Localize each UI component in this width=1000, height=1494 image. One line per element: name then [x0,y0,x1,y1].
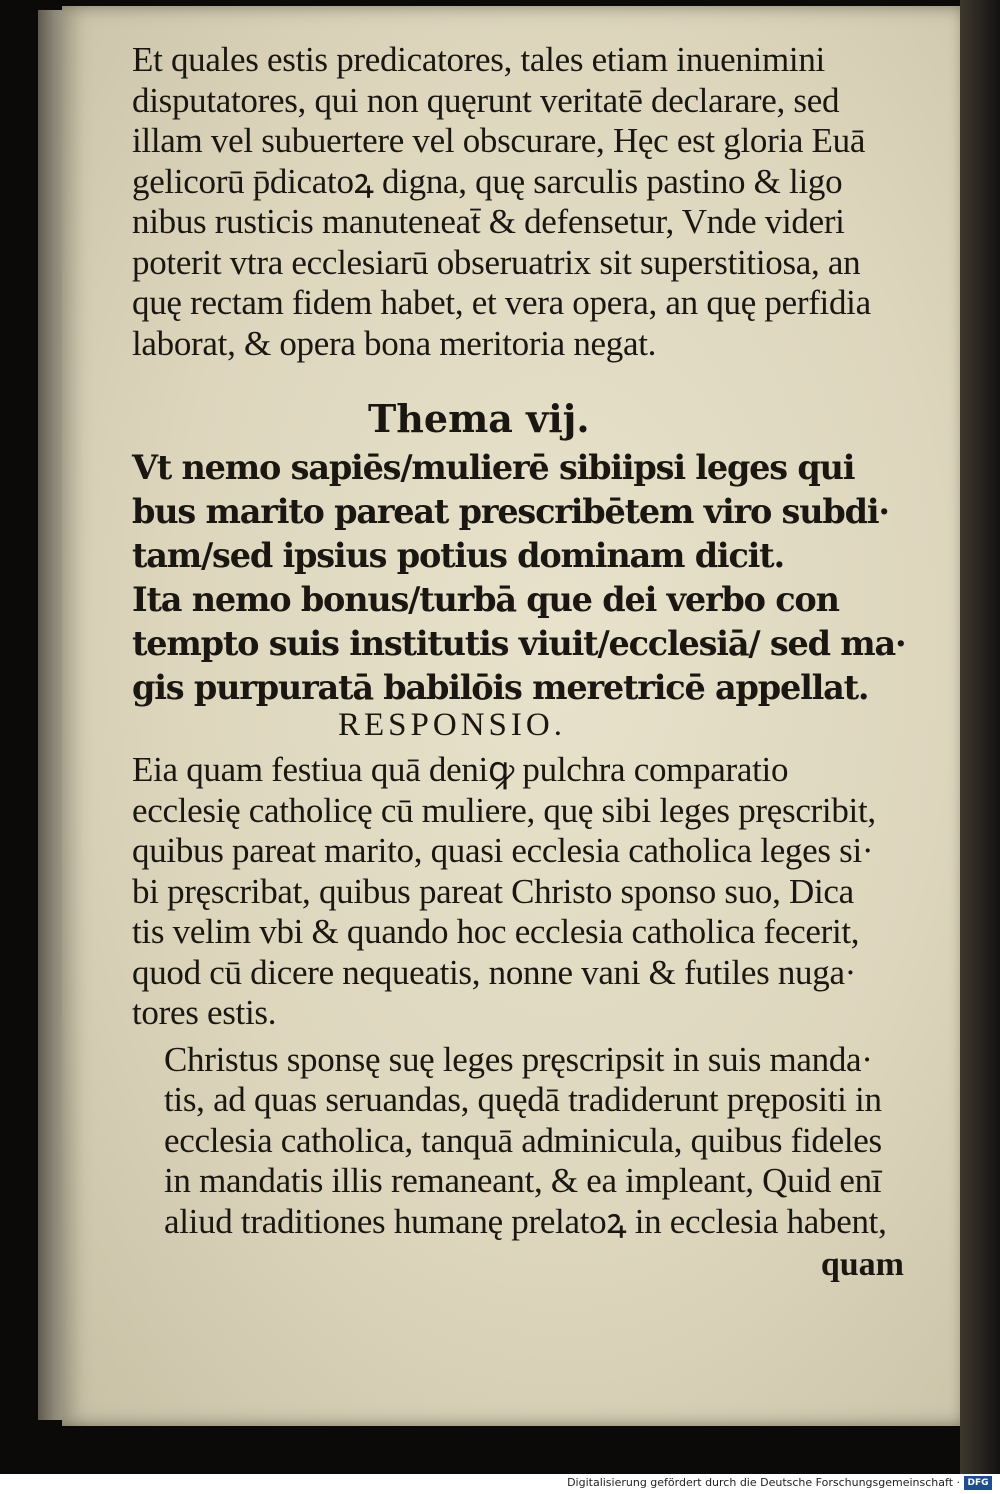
paragraph-1 [132,40,932,364]
text-line: tis, ad quas seruandas, quędā tradiderunt prępositi in [164,1080,882,1119]
text-line: tores estis. [132,993,277,1032]
thema-heading: Thema vij. [368,396,590,441]
text-line: poterit vtra ecclesiarū obseruatrix sit superstitiosa, an [132,242,861,282]
text-line: Eia quam festiua quā deniꝙ pulchra comparatio [132,750,789,789]
responsio-heading: RESPONSIO. [338,707,566,743]
text-line: in mandatis illis remaneant, & ea impleant, Quid enī [164,1161,882,1200]
text-line: ecclesię catholicę cū muliere, quę sibi leges pręscribit, [132,790,876,830]
text-line: quod cū dicere nequeatis, nonne vani & futiles nuga· [132,952,857,992]
gothic-line: gis purpuratā babilōis meretricē appellat. [132,668,869,707]
text-line: Et quales estis predicatores, tales etiam inuenimini [132,40,825,79]
page-text-block [132,40,932,1284]
text-line: quibus pareat marito, quasi ecclesia catholica leges si· [132,831,874,870]
gothic-line: bus marito pareat prescribētem viro subdi· [132,492,889,531]
text-line: ecclesia catholica, tanquā adminicula, quibus fideles [164,1120,882,1160]
text-line: gelicorū p̄dicatoꝝ digna, quę sarculis pastino & ligo [132,161,843,201]
text-line: disputatores, qui non quęrunt veritatē declarare, sed [132,80,840,120]
thema-paragraph-2 [132,578,932,710]
gothic-line: Ita nemo bonus/turbā que dei verbo con [132,580,839,619]
text-line: aliud traditiones humanę prelatoꝝ in ecclesia habent, [164,1201,887,1241]
paragraph-4 [132,1040,932,1243]
book-gutter-shadow [960,0,1000,1474]
text-line: quę rectam fidem habet, et vera opera, an quę perfidia [132,283,871,322]
gothic-line: tam/sed ipsius potius dominam dicit. [132,536,784,575]
funding-credit: Digitalisierung gefördert durch die Deutsche Forschungsgemeinschaft · [567,1476,960,1489]
text-line: nibus rusticis manuteneat̄ & defensetur, Vnde videri [132,202,845,241]
text-line: Christus sponsę suę leges pręscripsit in suis manda· [164,1039,873,1079]
gothic-line: tempto suis institutis viuit/ecclesiā/ sed ma· [132,624,906,663]
text-line: illam vel subuertere vel obscurare, Hęc est gloria Euā [132,121,866,160]
text-line: bi pręscribat, quibus pareat Christo sponso suo, Dica [132,871,854,911]
text-line: tis velim vbi & quando hoc ecclesia catholica fecerit, [132,912,860,951]
gothic-line: Vt nemo sapiēs/mulierē sibiipsi leges qui [132,448,855,487]
paragraph-3 [132,750,932,1034]
dfg-logo-icon[interactable]: DFG [964,1476,992,1490]
catchword: quam [820,1246,904,1283]
text-line: laborat, & opera bona meritoria negat. [132,323,657,363]
thema-paragraph-1 [132,446,932,578]
footer-bar [0,1474,1000,1494]
